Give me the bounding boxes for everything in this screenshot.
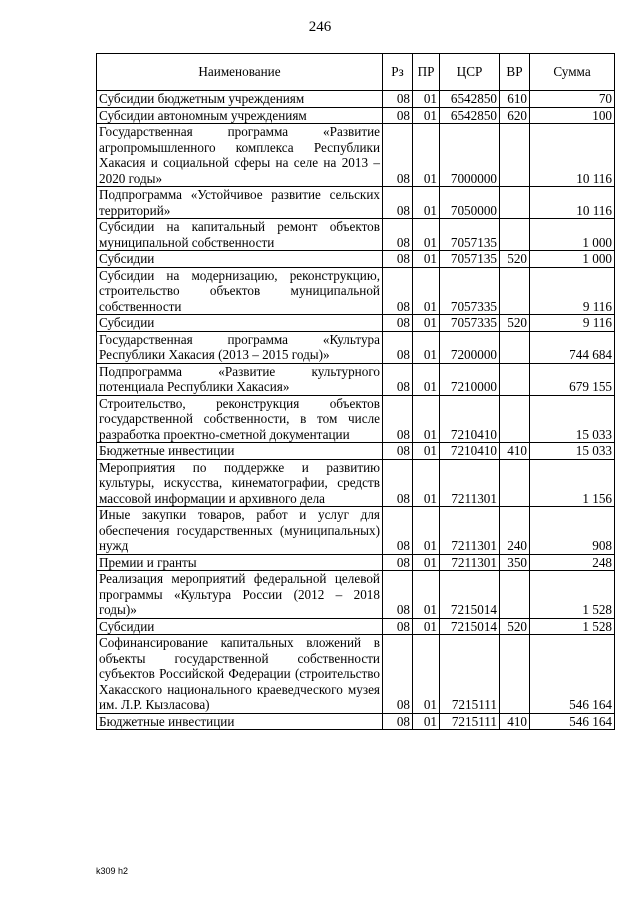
cell-sum: 70: [530, 91, 615, 108]
cell-vr: 620: [500, 107, 530, 124]
cell-vr: [500, 219, 530, 251]
cell-csr: 7210410: [440, 443, 500, 460]
cell-pr: 01: [413, 91, 440, 108]
cell-rz: 08: [383, 363, 413, 395]
cell-vr: [500, 124, 530, 187]
cell-name: Государственная программа «Развитие агропромышленного комплекса Республики Хакасия и социальной сферы на селе на 2013 – 2020 годы»: [97, 124, 383, 187]
cell-rz: 08: [383, 251, 413, 268]
cell-csr: 6542850: [440, 91, 500, 108]
cell-rz: 08: [383, 635, 413, 714]
cell-vr: [500, 571, 530, 619]
header-vr: ВР: [500, 54, 530, 91]
cell-pr: 01: [413, 635, 440, 714]
cell-sum: 1 528: [530, 618, 615, 635]
cell-csr: 7057135: [440, 251, 500, 268]
cell-vr: 350: [500, 554, 530, 571]
cell-rz: 08: [383, 187, 413, 219]
cell-csr: 7057335: [440, 315, 500, 332]
cell-name: Подпрограмма «Развитие культурного потенциала Республики Хакасия»: [97, 363, 383, 395]
cell-pr: 01: [413, 331, 440, 363]
cell-sum: 9 116: [530, 315, 615, 332]
cell-sum: 10 116: [530, 124, 615, 187]
cell-csr: 7215014: [440, 571, 500, 619]
cell-sum: 15 033: [530, 443, 615, 460]
cell-sum: 100: [530, 107, 615, 124]
table-row: [97, 331, 615, 363]
cell-sum: 1 000: [530, 219, 615, 251]
cell-name: Иные закупки товаров, работ и услуг для обеспечения государственных (муниципальных) нужд: [97, 507, 383, 555]
cell-name: Реализация мероприятий федеральной целевой программы «Культура России (2012 – 2018 годы)»: [97, 571, 383, 619]
cell-csr: 7211301: [440, 554, 500, 571]
cell-vr: 520: [500, 251, 530, 268]
cell-sum: 1 000: [530, 251, 615, 268]
table-row: [97, 459, 615, 507]
table-row: [97, 571, 615, 619]
cell-rz: 08: [383, 713, 413, 730]
cell-sum: 908: [530, 507, 615, 555]
table-row: [97, 187, 615, 219]
cell-vr: [500, 187, 530, 219]
table-row: [97, 363, 615, 395]
cell-pr: 01: [413, 443, 440, 460]
table-row: [97, 267, 615, 315]
cell-pr: 01: [413, 571, 440, 619]
table-row: [97, 443, 615, 460]
table-row: [97, 554, 615, 571]
cell-name: Государственная программа «Культура Республики Хакасия (2013 – 2015 годы)»: [97, 331, 383, 363]
cell-vr: 410: [500, 713, 530, 730]
cell-csr: 7211301: [440, 459, 500, 507]
cell-vr: 520: [500, 315, 530, 332]
cell-pr: 01: [413, 618, 440, 635]
cell-csr: 7057335: [440, 267, 500, 315]
table-row: [97, 315, 615, 332]
cell-vr: 520: [500, 618, 530, 635]
cell-pr: 01: [413, 315, 440, 332]
cell-rz: 08: [383, 459, 413, 507]
cell-rz: 08: [383, 507, 413, 555]
cell-csr: 7215111: [440, 635, 500, 714]
cell-name: Премии и гранты: [97, 554, 383, 571]
cell-rz: 08: [383, 443, 413, 460]
cell-name: Субсидии автономным учреждениям: [97, 107, 383, 124]
cell-rz: 08: [383, 395, 413, 443]
cell-vr: [500, 267, 530, 315]
cell-pr: 01: [413, 251, 440, 268]
cell-csr: 7215014: [440, 618, 500, 635]
cell-csr: 7050000: [440, 187, 500, 219]
cell-sum: 1 156: [530, 459, 615, 507]
cell-pr: 01: [413, 395, 440, 443]
cell-rz: 08: [383, 554, 413, 571]
table-row: [97, 507, 615, 555]
table-row: [97, 395, 615, 443]
cell-sum: 248: [530, 554, 615, 571]
cell-rz: 08: [383, 107, 413, 124]
cell-vr: [500, 363, 530, 395]
cell-name: Субсидии бюджетным учреждениям: [97, 91, 383, 108]
cell-csr: 7210410: [440, 395, 500, 443]
cell-pr: 01: [413, 187, 440, 219]
cell-csr: 7210000: [440, 363, 500, 395]
cell-rz: 08: [383, 124, 413, 187]
cell-csr: 7211301: [440, 507, 500, 555]
table-row: [97, 219, 615, 251]
cell-csr: 7000000: [440, 124, 500, 187]
header-sum: Сумма: [530, 54, 615, 91]
cell-name: Субсидии на модернизацию, реконструкцию, строительство объектов муниципальной собственности: [97, 267, 383, 315]
cell-pr: 01: [413, 554, 440, 571]
cell-pr: 01: [413, 459, 440, 507]
header-pr: ПР: [413, 54, 440, 91]
header-csr: ЦСР: [440, 54, 500, 91]
cell-sum: 679 155: [530, 363, 615, 395]
cell-sum: 546 164: [530, 635, 615, 714]
cell-rz: 08: [383, 315, 413, 332]
table-row: [97, 618, 615, 635]
table-row: [97, 91, 615, 108]
cell-name: Подпрограмма «Устойчивое развитие сельских территорий»: [97, 187, 383, 219]
budget-table: [96, 53, 615, 730]
cell-name: Бюджетные инвестиции: [97, 713, 383, 730]
cell-sum: 546 164: [530, 713, 615, 730]
cell-vr: 240: [500, 507, 530, 555]
cell-vr: 610: [500, 91, 530, 108]
cell-pr: 01: [413, 267, 440, 315]
cell-vr: [500, 331, 530, 363]
cell-sum: 10 116: [530, 187, 615, 219]
cell-pr: 01: [413, 107, 440, 124]
cell-name: Строительство, реконструкция объектов государственной собственности, в том числе разработка проектно-сметной документации: [97, 395, 383, 443]
cell-rz: 08: [383, 91, 413, 108]
cell-pr: 01: [413, 507, 440, 555]
cell-sum: 744 684: [530, 331, 615, 363]
cell-csr: 7057135: [440, 219, 500, 251]
cell-name: Мероприятия по поддержке и развитию культуры, искусства, кинематографии, средств массовой информации и архивного дела: [97, 459, 383, 507]
cell-name: Субсидии: [97, 315, 383, 332]
table-row: [97, 251, 615, 268]
cell-rz: 08: [383, 571, 413, 619]
cell-rz: 08: [383, 618, 413, 635]
cell-rz: 08: [383, 219, 413, 251]
cell-pr: 01: [413, 219, 440, 251]
cell-rz: 08: [383, 267, 413, 315]
table-row: [97, 124, 615, 187]
page-number: 246: [308, 19, 332, 35]
cell-vr: [500, 395, 530, 443]
cell-csr: 7200000: [440, 331, 500, 363]
cell-name: Субсидии на капитальный ремонт объектов муниципальной собственности: [97, 219, 383, 251]
table-row: [97, 713, 615, 730]
table-header-row: [97, 54, 615, 91]
cell-name: Субсидии: [97, 618, 383, 635]
cell-csr: 7215111: [440, 713, 500, 730]
header-rz: Рз: [383, 54, 413, 91]
cell-rz: 08: [383, 331, 413, 363]
cell-pr: 01: [413, 363, 440, 395]
table-row: [97, 635, 615, 714]
footer-code: k309 h2: [96, 866, 129, 876]
cell-vr: 410: [500, 443, 530, 460]
cell-name: Бюджетные инвестиции: [97, 443, 383, 460]
cell-vr: [500, 635, 530, 714]
table-body: [97, 91, 615, 730]
cell-pr: 01: [413, 713, 440, 730]
cell-csr: 6542850: [440, 107, 500, 124]
table-row: [97, 107, 615, 124]
cell-sum: 1 528: [530, 571, 615, 619]
cell-name: Субсидии: [97, 251, 383, 268]
cell-sum: 9 116: [530, 267, 615, 315]
cell-name: Софинансирование капитальных вложений в объекты государственной собственности субъектов Российской Федерации (строительство Хакасского национального краеведческого музея им. Л.Р. Кызласова): [97, 635, 383, 714]
cell-pr: 01: [413, 124, 440, 187]
cell-sum: 15 033: [530, 395, 615, 443]
cell-vr: [500, 459, 530, 507]
header-name: Наименование: [97, 54, 383, 91]
